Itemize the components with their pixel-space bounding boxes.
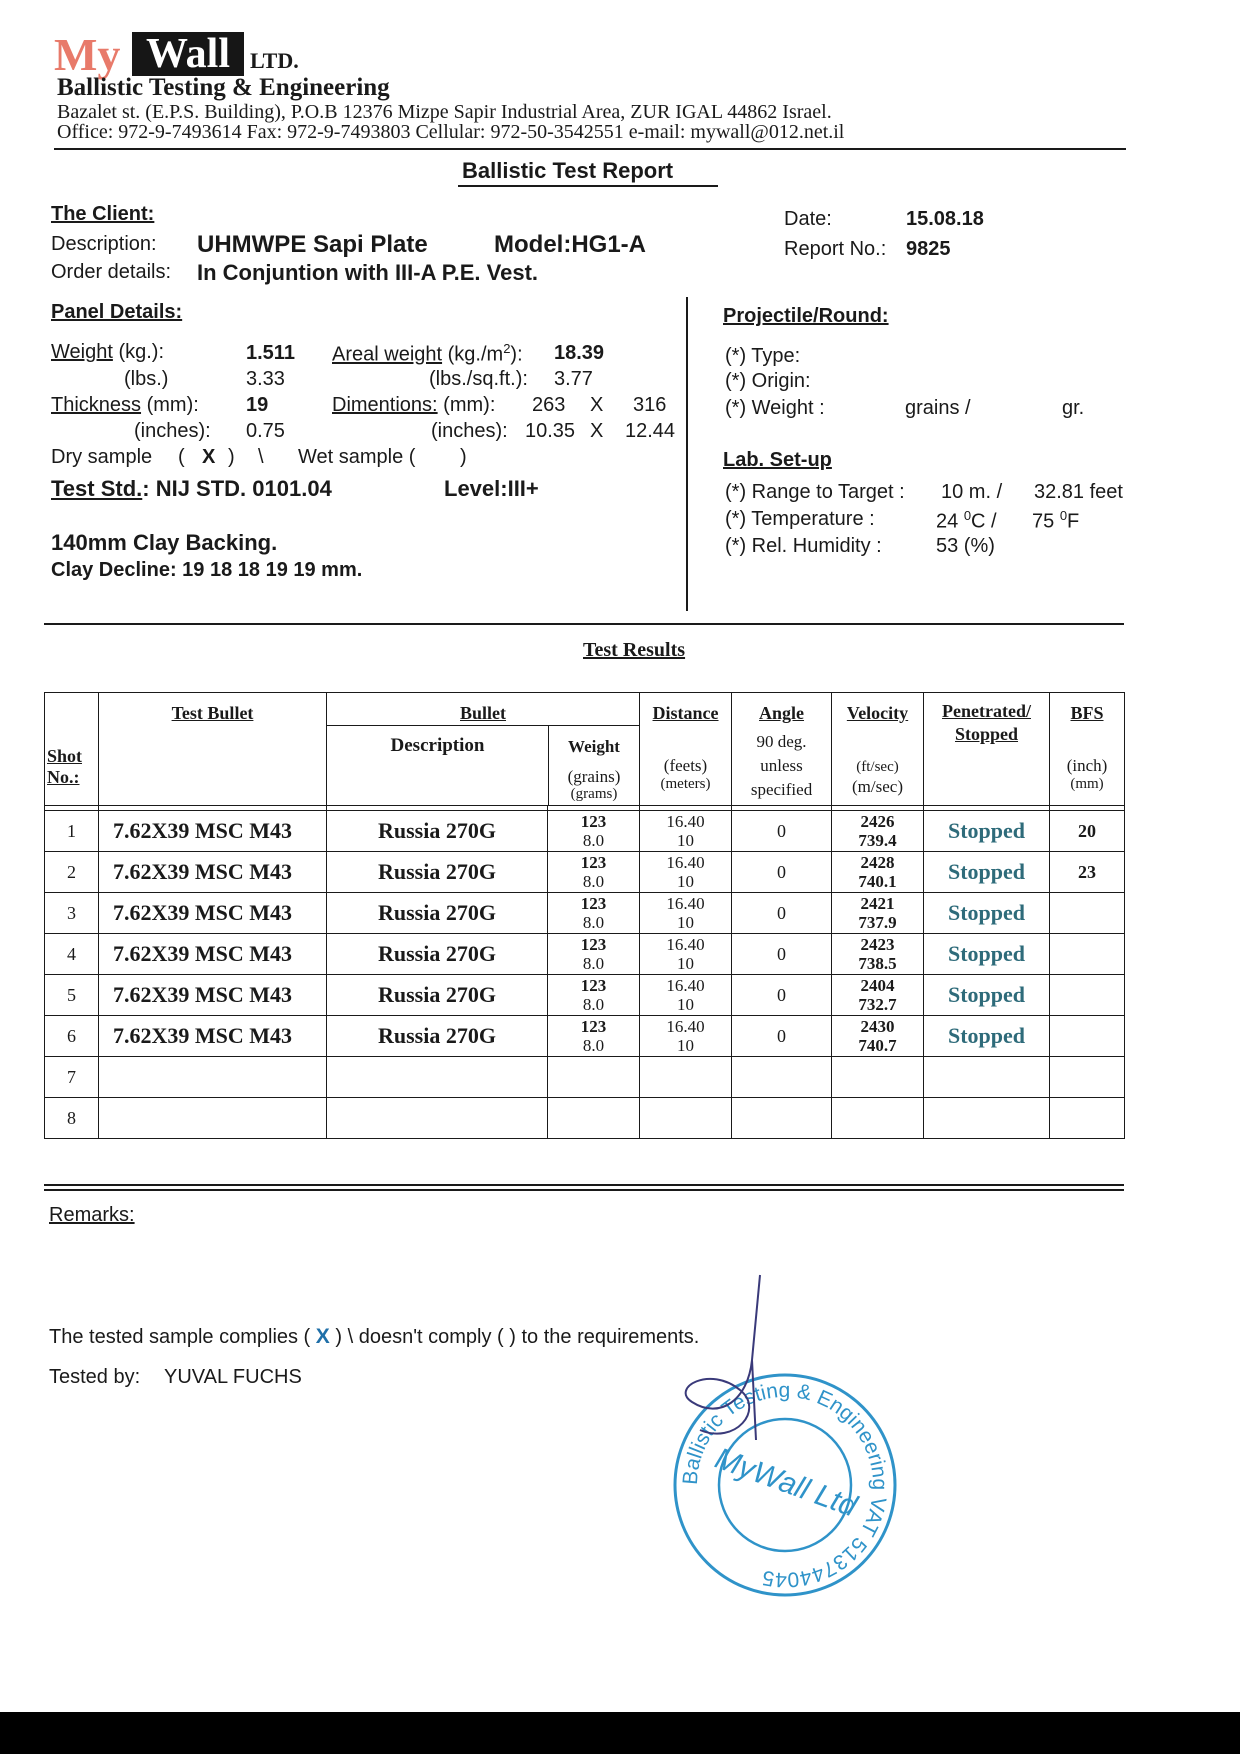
- angle: 0: [732, 934, 832, 975]
- col-bfs: BFS (inch) (mm): [1050, 693, 1125, 806]
- lab-heading: Lab. Set-up: [723, 449, 832, 471]
- dim-x-in: X: [590, 420, 604, 442]
- penetration-result: [924, 1057, 1050, 1098]
- temperature-label: (*) Temperature :: [725, 508, 875, 530]
- section-divider-vertical: [686, 297, 688, 611]
- scan-bottom-band: [0, 1712, 1240, 1754]
- dry-open: (: [178, 446, 185, 468]
- bullet-weight: 123 8.0: [548, 893, 640, 934]
- company-address: Bazalet st. (E.P.S. Building), P.O.B 12376 Mizpe Sapir Industrial Area, ZUR IGAL 44862 Israel.: [57, 101, 832, 123]
- bullet-description: Russia 270G: [327, 1016, 548, 1057]
- sample-separator: \: [258, 446, 264, 468]
- bfs-value: 20: [1050, 811, 1125, 852]
- dry-sample-label: Dry sample: [51, 446, 153, 468]
- weight-kg: 1.511: [246, 342, 295, 364]
- remarks-label: Remarks:: [49, 1204, 135, 1226]
- thickness-in: 0.75: [246, 420, 285, 442]
- table-row: [45, 893, 1125, 934]
- angle: [732, 1098, 832, 1139]
- col-distance: Distance (feets) (meters): [640, 693, 732, 806]
- test-bullet: 7.62X39 MSC M43: [99, 934, 327, 975]
- description-value: UHMWPE Sapi Plate: [197, 231, 428, 258]
- stamp-ring-text: Ballistic Testing & Engineering VAT 513744045: [678, 1378, 892, 1592]
- distance: [640, 1057, 732, 1098]
- distance: [640, 1098, 732, 1139]
- dim-x-mm: X: [590, 394, 604, 416]
- test-bullet: 7.62X39 MSC M43: [99, 852, 327, 893]
- shot-no: 1: [45, 811, 99, 852]
- distance: 16.40 10: [640, 975, 732, 1016]
- shot-no: 4: [45, 934, 99, 975]
- distance: 16.40 10: [640, 1016, 732, 1057]
- bullet-description: Russia 270G: [327, 811, 548, 852]
- section-divider-horizontal: [44, 623, 1124, 625]
- projectile-grains: grains /: [905, 397, 971, 419]
- bfs-value: [1050, 1098, 1125, 1139]
- projectile-heading: Projectile/Round:: [723, 305, 889, 327]
- distance: 16.40 10: [640, 893, 732, 934]
- report-no-label: Report No.:: [784, 238, 887, 260]
- dry-sample-mark: X: [202, 446, 216, 468]
- velocity: 2421 737.9: [832, 893, 924, 934]
- dim-in-a: 10.35: [525, 420, 576, 442]
- table-row: [45, 1057, 1125, 1098]
- projectile-gr: gr.: [1062, 397, 1085, 419]
- velocity: 2404 732.7: [832, 975, 924, 1016]
- penetration-result: Stopped: [924, 852, 1050, 893]
- weight-lbs: 3.33: [246, 368, 285, 390]
- distance: 16.40 10: [640, 811, 732, 852]
- penetration-result: Stopped: [924, 811, 1050, 852]
- test-std: Test Std.: NIJ STD. 0101.04: [51, 476, 332, 501]
- col-bullet: Bullet Description Weight (grains) (grams): [327, 693, 640, 806]
- thickness-label: Thickness (mm):: [51, 394, 199, 416]
- temperature-f: 75 $^0$F: [1032, 508, 1080, 533]
- penetration-result: Stopped: [924, 934, 1050, 975]
- penetration-result: [924, 1098, 1050, 1139]
- lbs-label: (lbs.): [124, 368, 169, 390]
- company-tagline: Ballistic Testing & Engineering: [57, 74, 390, 101]
- thickness-mm: 19: [246, 394, 269, 416]
- bullet-description: [327, 1057, 548, 1098]
- table-bottom-rule-2: [44, 1189, 1124, 1191]
- bullet-weight: [548, 1098, 640, 1139]
- velocity: 2428 740.1: [832, 852, 924, 893]
- clay-decline: Clay Decline: 19 18 18 19 19 mm.: [51, 559, 363, 581]
- shot-no: 2: [45, 852, 99, 893]
- col-penetrated: Penetrated/ Stopped: [924, 693, 1050, 806]
- distance: 16.40 10: [640, 852, 732, 893]
- weight-label: Weight (kg.):: [51, 341, 165, 363]
- test-bullet: 7.62X39 MSC M43: [99, 811, 327, 852]
- projectile-origin: (*) Origin:: [725, 370, 811, 392]
- bullet-weight: 123 8.0: [548, 1016, 640, 1057]
- tested-by-value: YUVAL FUCHS: [164, 1366, 302, 1388]
- model-value: Model:HG1-A: [494, 231, 646, 258]
- velocity: 2430 740.7: [832, 1016, 924, 1057]
- angle: 0: [732, 975, 832, 1016]
- angle: 0: [732, 811, 832, 852]
- col-shot: Shot No.:: [45, 693, 99, 806]
- range-ft: 32.81 feet: [1034, 481, 1123, 503]
- order-label: Order details:: [51, 261, 172, 283]
- client-heading: The Client:: [51, 203, 155, 225]
- bullet-weight: 123 8.0: [548, 811, 640, 852]
- bullet-description: Russia 270G: [327, 934, 548, 975]
- velocity: [832, 1057, 924, 1098]
- penetration-result: Stopped: [924, 1016, 1050, 1057]
- velocity: 2423 738.5: [832, 934, 924, 975]
- signature-mark: [640, 1270, 820, 1490]
- areal-lbs-label: (lbs./sq.ft.):: [429, 368, 528, 390]
- humidity-value: 53 (%): [936, 535, 995, 557]
- bullet-weight: 123 8.0: [548, 934, 640, 975]
- dim-mm-a: 263: [532, 394, 566, 416]
- results-title: Test Results: [583, 639, 686, 661]
- bfs-value: [1050, 934, 1125, 975]
- table-row: [45, 852, 1125, 893]
- angle: 0: [732, 852, 832, 893]
- projectile-type: (*) Type:: [725, 345, 801, 367]
- test-bullet: 7.62X39 MSC M43: [99, 893, 327, 934]
- date-label: Date:: [784, 208, 832, 230]
- range-m: 10 m. /: [941, 481, 1003, 503]
- shot-no: 5: [45, 975, 99, 1016]
- stamp-center-text: MyWall Ltd: [710, 1441, 861, 1524]
- projectile-weight: (*) Weight :: [725, 397, 825, 419]
- temperature-c: 24 $^0$C /: [936, 508, 997, 533]
- wet-sample-label: Wet sample (: [298, 446, 416, 468]
- bullet-description: Russia 270G: [327, 852, 548, 893]
- bullet-weight: [548, 1057, 640, 1098]
- angle: 0: [732, 893, 832, 934]
- dim-mm-b: 316: [633, 394, 667, 416]
- report-title: Ballistic Test Report: [462, 158, 674, 183]
- areal-kg: 18.39: [554, 342, 605, 364]
- humidity-label: (*) Rel. Humidity :: [725, 535, 882, 557]
- velocity: [832, 1098, 924, 1139]
- bfs-value: [1050, 893, 1125, 934]
- table-row: [45, 1098, 1125, 1139]
- header-divider: [54, 148, 1126, 150]
- wet-close: ): [460, 446, 467, 468]
- test-bullet: [99, 1098, 327, 1139]
- logo-wall: Wall: [132, 32, 244, 76]
- areal-label: Areal weight $(kg./m^2)$:: [332, 341, 523, 366]
- shot-no: 3: [45, 893, 99, 934]
- compliance-statement: The tested sample complies ( X ) \ doesn't comply ( ) to the requirements.: [49, 1325, 700, 1348]
- test-bullet: 7.62X39 MSC M43: [99, 975, 327, 1016]
- table-row: [45, 811, 1125, 852]
- bfs-value: [1050, 1057, 1125, 1098]
- shot-no: 6: [45, 1016, 99, 1057]
- areal-lbs: 3.77: [554, 368, 593, 390]
- tested-by-label: Tested by:: [49, 1366, 141, 1388]
- table-row: [45, 975, 1125, 1016]
- penetration-result: Stopped: [924, 975, 1050, 1016]
- bullet-description: Russia 270G: [327, 975, 548, 1016]
- title-underline: [458, 185, 718, 187]
- shot-no: 8: [45, 1098, 99, 1139]
- table-row: [45, 1016, 1125, 1057]
- clay-backing: 140mm Clay Backing.: [51, 530, 278, 555]
- panel-heading: Panel Details:: [51, 301, 183, 323]
- report-no-value: 9825: [906, 238, 951, 260]
- distance: 16.40 10: [640, 934, 732, 975]
- results-table: [44, 692, 1125, 1139]
- bfs-value: [1050, 1016, 1125, 1057]
- table-bottom-rule-1: [44, 1184, 1124, 1186]
- dimensions-label: Dimentions: (mm):: [332, 394, 496, 416]
- penetration-result: Stopped: [924, 893, 1050, 934]
- bfs-value: [1050, 975, 1125, 1016]
- shot-no: 7: [45, 1057, 99, 1098]
- range-label: (*) Range to Target :: [725, 481, 905, 503]
- bullet-weight: 123 8.0: [548, 975, 640, 1016]
- col-angle: Angle 90 deg. unless specified: [732, 693, 832, 806]
- order-value: In Conjuntion with III-A P.E. Vest.: [197, 260, 539, 285]
- angle: 0: [732, 1016, 832, 1057]
- col-test-bullet: Test Bullet: [99, 693, 327, 806]
- logo-my: My: [54, 29, 121, 80]
- protection-level: Level:III+: [444, 476, 539, 501]
- table-row: [45, 934, 1125, 975]
- bfs-value: 23: [1050, 852, 1125, 893]
- bullet-description: Russia 270G: [327, 893, 548, 934]
- inches-label: (inches):: [134, 420, 211, 442]
- dim-inches-label: (inches):: [431, 420, 508, 442]
- bullet-description: [327, 1098, 548, 1139]
- bullet-weight: 123 8.0: [548, 852, 640, 893]
- dry-close: ): [228, 446, 235, 468]
- compliance-mark: X: [315, 1325, 330, 1348]
- angle: [732, 1057, 832, 1098]
- company-contact: Office: 972-9-7493614 Fax: 972-9-7493803 Cellular: 972-50-3542551 e-mail: mywall@012.net.il: [57, 121, 845, 143]
- dim-in-b: 12.44: [625, 420, 676, 442]
- col-velocity: Velocity (ft/sec) (m/sec): [832, 693, 924, 806]
- description-label: Description:: [51, 233, 157, 255]
- velocity: 2426 739.4: [832, 811, 924, 852]
- test-bullet: 7.62X39 MSC M43: [99, 1016, 327, 1057]
- test-bullet: [99, 1057, 327, 1098]
- date-value: 15.08.18: [906, 208, 984, 230]
- logo-ltd: LTD.: [250, 48, 299, 73]
